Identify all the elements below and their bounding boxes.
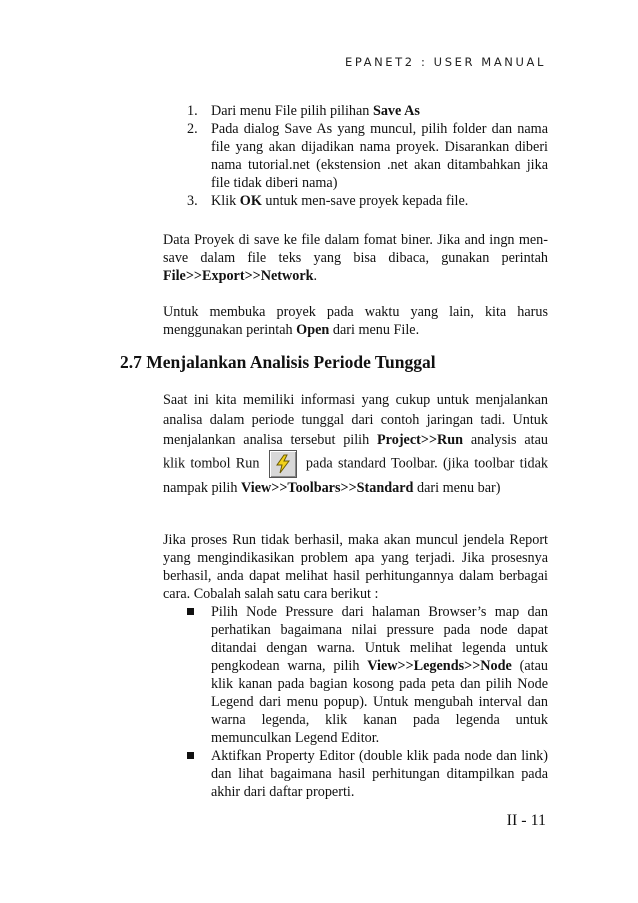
command-emphasis: View>>Legends>>Node <box>367 658 512 674</box>
paragraph-text: dari menu File. <box>329 322 420 338</box>
save-steps-list <box>187 102 548 210</box>
bullet-text: Pilih Node Pressure dari halaman Browser’s map dan perhatikan bagaimana nilai pressure pada node dapat ditandai dengan warna. Untuk melihat legenda untuk pengkodean warna, pilih <box>211 604 548 674</box>
list-number: 2. <box>187 121 198 137</box>
step-text: Dari menu File pilih pilihan <box>211 103 373 119</box>
step-text: untuk men-save proyek kepada file. <box>261 193 469 209</box>
list-number: 3. <box>187 193 198 209</box>
paragraph-open-project <box>163 303 548 339</box>
bullet-square-icon <box>187 752 194 759</box>
list-item <box>187 747 548 801</box>
step-emphasis: Save As <box>372 103 420 119</box>
command-emphasis: View>>Toolbars>>Standard <box>241 480 414 496</box>
paragraph-text: dari menu bar) <box>413 480 501 496</box>
section-heading: 2.7 Menjalankan Analisis Periode Tunggal <box>120 352 436 372</box>
bullet-square-icon <box>187 608 194 615</box>
paragraph-text: analysis atau klik tombol Run <box>163 432 549 472</box>
paragraph-run-results: Jika proses Run tidak berhasil, maka akan muncul jendela Report yang mengindikasikan problem apa yang terjadi. Jika prosesnya berhasil, anda dapat melihat hasil perhitungannya dalam berbagai cara. Cobalah salah satu cara berikut : <box>163 532 548 602</box>
paragraph-text: Saat ini kita memiliki informasi yang cukup untuk menjalankan analisa dalam periode tunggal dari contoh jaringan tadi. Untuk menjalankan analisa tersebut pilih <box>163 392 548 448</box>
list-number: 1. <box>187 103 198 119</box>
list-item <box>187 102 548 120</box>
step-emphasis: OK <box>239 193 262 209</box>
paragraph-binary-format <box>163 231 548 285</box>
step-text: Pada dialog Save As yang muncul, pilih folder dan nama file yang akan dijadikan nama proyek. Disarankan diberi nama tutorial.net (ekstension .net akan ditambahkan jika file tidak diberi nama) <box>211 121 548 191</box>
paragraph-text: Data Proyek di save ke file dalam fomat biner. Jika and ingn men-save dalam file teks yang bisa dibaca, gunakan perintah <box>163 232 548 266</box>
list-item <box>187 120 548 192</box>
running-header: EPANET2 : USER MANUAL <box>344 55 546 69</box>
command-emphasis: Open <box>296 322 330 338</box>
results-bullet-list <box>187 603 548 801</box>
bullet-text: (atau klik kanan pada bagian kosong pada peta dan pilih Node Legend dari menu popup). Untuk mengubah interval dan warna legenda, klik kanan pada legenda untuk memunculkan Legend Editor. <box>211 658 549 746</box>
lightning-bolt-icon <box>273 454 293 474</box>
bullet-text: Aktifkan Property Editor (double klik pada node dan link) dan lihat bagaimana hasil perhitungan ditampilkan pada akhir dari daftar properti. <box>211 748 548 800</box>
command-emphasis: Project>>Run <box>377 432 464 448</box>
run-button[interactable] <box>269 450 297 478</box>
paragraph-run-analysis <box>163 390 548 498</box>
paragraph-text: Untuk membuka proyek pada waktu yang lain, kita harus menggunakan perintah <box>163 304 548 338</box>
step-text: Klik <box>211 193 240 209</box>
paragraph-text: . <box>313 268 318 284</box>
list-item <box>187 192 548 210</box>
paragraph-text: pada standard Toolbar. (jika toolbar tidak nampak pilih <box>163 455 548 496</box>
page-number: II - 11 <box>506 812 546 829</box>
list-item <box>187 603 548 747</box>
command-emphasis: File>>Export>>Network <box>163 268 314 284</box>
